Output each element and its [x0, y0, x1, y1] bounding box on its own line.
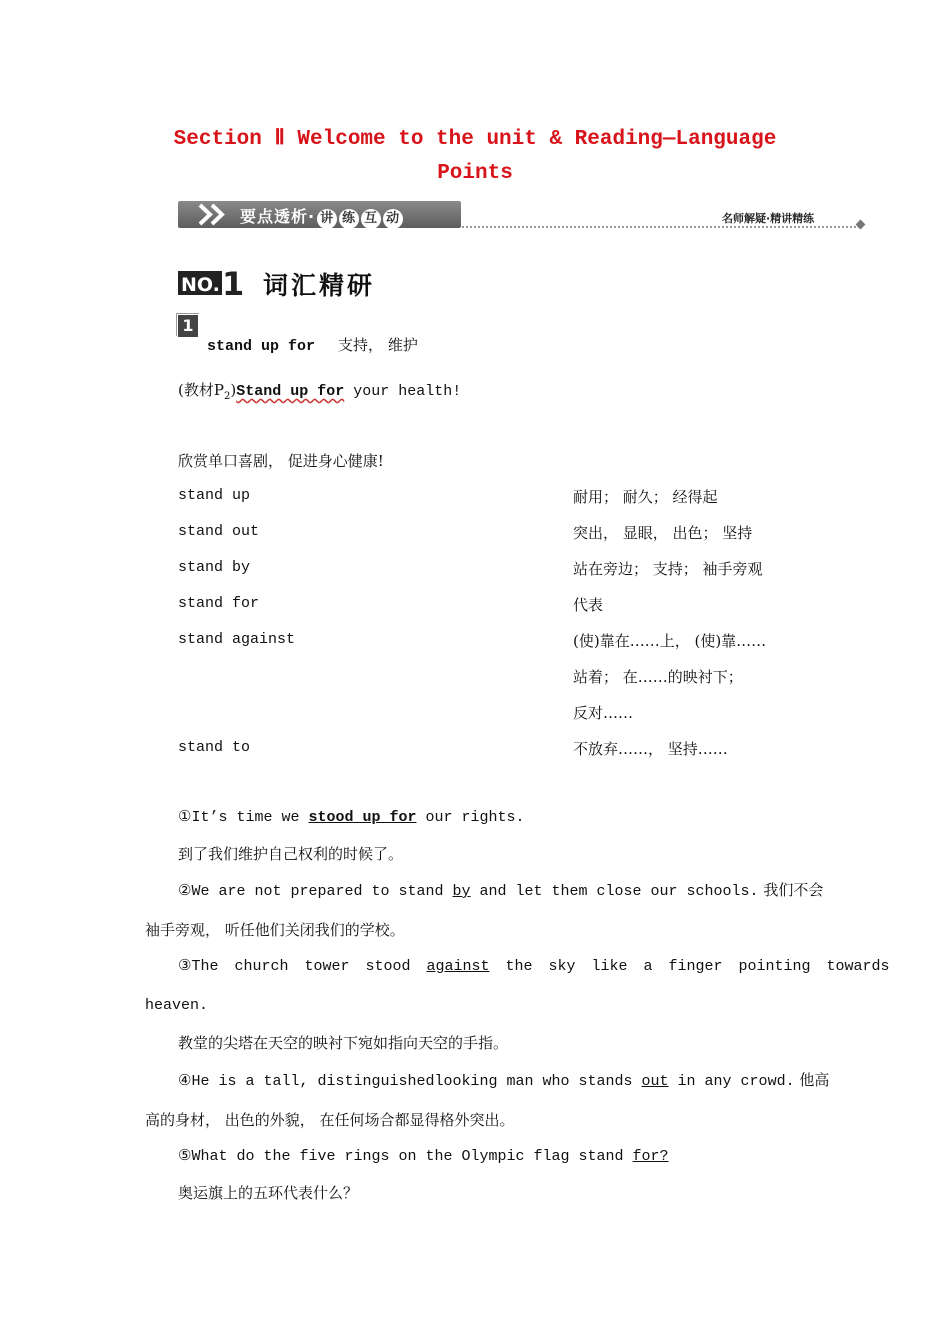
- example-5-zh: 奥运旗上的五环代表什么？: [178, 1184, 359, 1202]
- example-3-zh: 教堂的尖塔在天空的映衬下宛如指向天空的手指。: [178, 1034, 509, 1052]
- example-3: [178, 956, 890, 975]
- section-heading: 词汇精研: [263, 271, 376, 300]
- example-3-cont: heaven.: [145, 997, 209, 1014]
- phrase-headline: [207, 334, 418, 355]
- section-number-logo: [178, 266, 244, 302]
- example-1-zh: 到了我们维护自己权利的时候了。: [178, 845, 404, 863]
- example-text: ②We are not prepared to stand: [178, 883, 453, 900]
- phrase-zh: 不放弃……， 坚持……: [573, 740, 728, 758]
- banner-subtitle: 名师解疑·精讲精练: [722, 212, 815, 225]
- example-key: out: [641, 1073, 669, 1090]
- example-rest: your health!: [344, 383, 462, 400]
- banner-pill: 练: [339, 209, 359, 229]
- source-close: ): [230, 381, 237, 399]
- banner-pill: 讲: [317, 209, 337, 229]
- example-2: [178, 879, 823, 900]
- phrase-en: stand out: [178, 523, 260, 540]
- logo-text: NO.: [181, 274, 220, 296]
- example-4-zh-start: 他高: [794, 1071, 830, 1089]
- logo-number: 1: [222, 266, 244, 298]
- example-key: against: [426, 958, 490, 975]
- phrase-en: stand by: [178, 559, 251, 576]
- phrase-zh: 突出， 显眼， 出色； 坚持: [573, 524, 753, 542]
- example-text: our rights.: [416, 809, 525, 826]
- example-4-zh: 高的身材， 出色的外貌， 在任何场合都显得格外突出。: [145, 1111, 515, 1129]
- phrase-zh: 站在旁边； 支持； 袖手旁观: [573, 560, 763, 578]
- page-title-line2: Points: [437, 162, 513, 185]
- example-1: [178, 807, 525, 826]
- example-key: Stand up for: [236, 383, 345, 400]
- phrase-zh: 站着； 在……的映衬下；: [573, 668, 743, 686]
- no-badge-icon: [178, 266, 244, 298]
- example-text: ③The church tower stood: [178, 958, 427, 975]
- phrase-zh: 反对……: [573, 704, 634, 722]
- example-2-zh-start: 我们不会: [758, 881, 824, 899]
- banner-pill: 动: [383, 209, 403, 229]
- phrase-meaning: 支持， 维护: [338, 336, 418, 354]
- example-text: ①It’s time we: [178, 809, 309, 826]
- phrase-zh: (使)靠在……上， (使)靠……: [573, 632, 767, 650]
- banner-dotted-rule: [462, 226, 860, 228]
- phrase-zh: 代表: [573, 596, 604, 614]
- phrase-zh: 耐用； 耐久； 经得起: [573, 488, 718, 506]
- banner-pill: 互: [361, 209, 381, 229]
- banner-text: 要点透析·: [240, 207, 316, 226]
- example-key: for?: [632, 1148, 669, 1165]
- example-text: in any crowd.: [668, 1073, 795, 1090]
- example-translation: 欣赏单口喜剧， 促进身心健康!: [178, 452, 384, 470]
- example-text: the sky like a finger pointing towards: [489, 958, 890, 975]
- phrase-term: stand up for: [207, 338, 316, 355]
- section-banner: [178, 201, 461, 228]
- example-5: [178, 1146, 669, 1165]
- banner-title: [240, 204, 403, 229]
- example-key: stood up for: [308, 809, 417, 826]
- example-2-zh: 袖手旁观， 听任他们关闭我们的学校。: [145, 921, 405, 939]
- example-text: and let them close our schools.: [470, 883, 759, 900]
- source-prefix: (教材P: [178, 381, 224, 399]
- example-text: ④He is a tall, distinguishedlooking man who stands: [178, 1073, 642, 1090]
- phrase-en: stand for: [178, 595, 260, 612]
- phrase-en: stand up: [178, 487, 251, 504]
- phrase-en: stand to: [178, 739, 251, 756]
- double-chevron-icon: [196, 203, 236, 226]
- example-4: [178, 1069, 829, 1090]
- page-title-line1: Section Ⅱ Welcome to the unit & Reading—Language: [173, 128, 777, 151]
- phrase-en: stand against: [178, 631, 296, 648]
- example-text: ⑤What do the five rings on the Olympic flag stand: [178, 1148, 633, 1165]
- item-number-badge: 1: [178, 315, 198, 337]
- example-key: by: [452, 883, 471, 900]
- textbook-example: [178, 379, 461, 402]
- source-sub: 2: [223, 391, 231, 402]
